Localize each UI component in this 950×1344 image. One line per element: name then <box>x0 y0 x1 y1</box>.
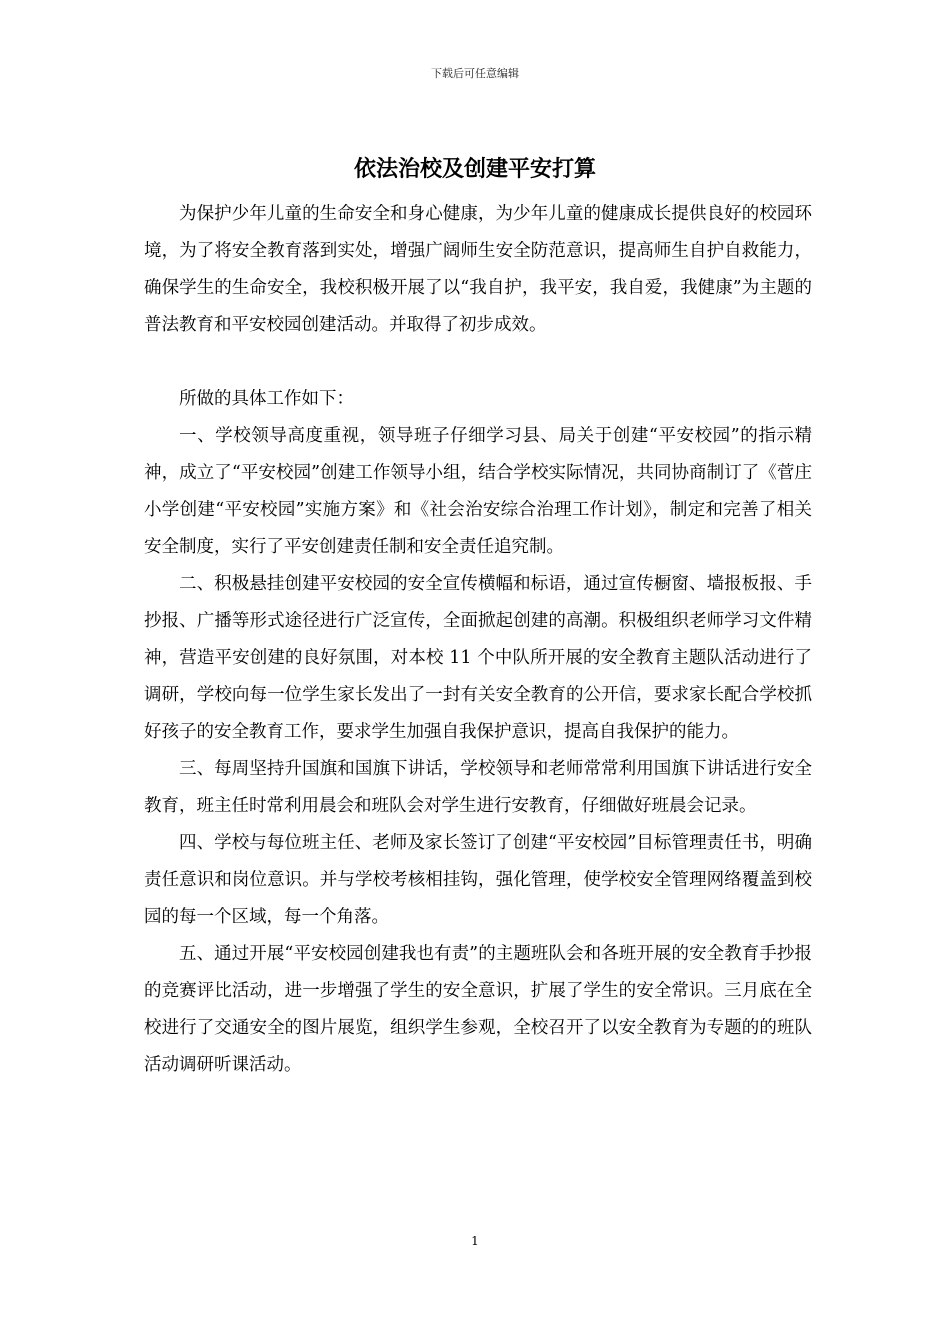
page-number: 1 <box>471 1234 479 1248</box>
paragraph-gap <box>144 344 812 381</box>
item-paragraph-2: 二、积极悬挂创建平安校园的安全宣传横幅和标语，通过宣传橱窗、墙报板报、手抄报、广播等形式途径进行广泛宣传，全面掀起创建的高潮。积极组织老师学习文件精神，营造平安创建的良好氛围，对本校 11 个中队所开展的安全教育主题队活动进行了调研，学校向每一位学生家长发出了一封有关安全教育的公开信，要求家长配合学校抓好孩子的安全教育工作，要求学生加强自我保护意识，提高自我保护的能力。 <box>144 574 812 742</box>
item-paragraph-4: 四、学校与每位班主任、老师及家长签订了创建“平安校园”目标管理责任书，明确责任意识和岗位意识。并与学校考核相挂钩，强化管理，使学校安全管理网络覆盖到校园的每一个区域，每一个角落。 <box>144 833 812 927</box>
lead-paragraph: 所做的具体工作如下： <box>179 389 354 409</box>
item-paragraph-5: 五、通过开展“平安校园创建我也有责”的主题班队会和各班开展的安全教育手抄报的竞赛评比活动，进一步增强了学生的安全意识，扩展了学生的安全常识。三月底在全校进行了交通安全的图片展览，组织学生参观，全校召开了以安全教育为专题的的班队活动调研听课活动。 <box>144 944 812 1075</box>
item-paragraph-3: 三、每周坚持升国旗和国旗下讲话，学校领导和老师常常利用国旗下讲话进行安全教育，班主任时常利用晨会和班队会对学生进行安教育，仔细做好班晨会记录。 <box>144 759 812 816</box>
document-body <box>144 196 812 1084</box>
header-note: 下载后可任意编辑 <box>431 67 519 80</box>
item-paragraph-1: 一、学校领导高度重视，领导班子仔细学习县、局关于创建“平安校园”的指示精神，成立了“平安校园”创建工作领导小组，结合学校实际情况，共同协商制订了《菅庄小学创建“平安校园”实施方案》和《社会治安综合治理工作计划》，制定和完善了相关安全制度，实行了平安创建责任制和安全责任追究制。 <box>144 426 812 557</box>
intro-paragraph: 为保护少年儿童的生命安全和身心健康，为少年儿童的健康成长提供良好的校园环境，为了将安全教育落到实处，增强广阔师生安全防范意识，提高师生自护自救能力，确保学生的生命安全，我校积极开展了以“我自护，我平安，我自爱，我健康”为主题的普法教育和平安校园创建活动。并取得了初步成效。 <box>144 204 812 335</box>
document-title: 依法治校及创建平安打算 <box>353 157 596 182</box>
